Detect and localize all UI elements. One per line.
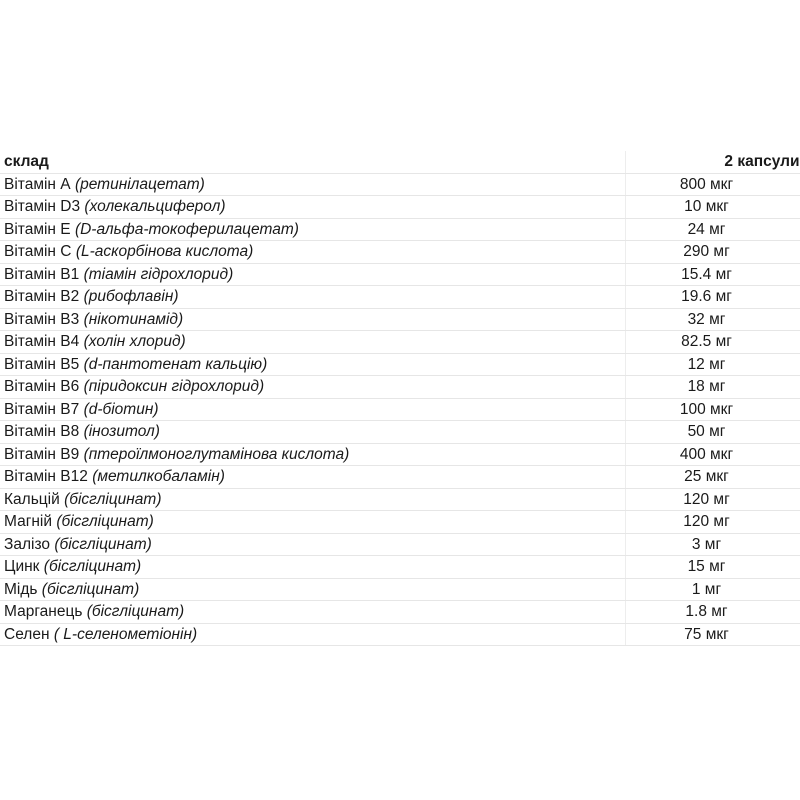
dose-cell: 10 мкг (625, 196, 800, 219)
dose-cell: 25 мкг (625, 466, 800, 489)
table-row (0, 578, 800, 601)
ingredient-name: Кальцій (4, 490, 60, 508)
table-row (0, 173, 800, 196)
ingredient-form: (d-пантотенат кальцію) (83, 355, 268, 373)
ingredient-name: Вітамін В3 (4, 310, 80, 328)
ingredient-form: (бісгліцинат) (54, 535, 152, 553)
ingredient-name: Вітамін С (4, 243, 72, 261)
ingredient-form: (тіамін гідрохлорид) (83, 265, 234, 283)
ingredient-name: Вітамін В4 (4, 333, 80, 351)
ingredient-cell (0, 556, 625, 579)
ingredient-form: (бісгліцинат) (56, 513, 154, 531)
table-row (0, 398, 800, 421)
table-header-row (0, 151, 800, 173)
ingredient-form: (птероїлмоноглутамінова кислота) (83, 445, 350, 463)
table-row (0, 443, 800, 466)
ingredient-form: (бісгліцинат) (41, 580, 140, 598)
ingredient-cell (0, 286, 625, 309)
dose-cell: 50 мг (625, 421, 800, 444)
table-row (0, 488, 800, 511)
table-row (0, 623, 800, 646)
table-row (0, 556, 800, 579)
dose-cell: 1 мг (625, 578, 800, 601)
ingredient-cell (0, 173, 625, 196)
ingredient-cell (0, 578, 625, 601)
ingredient-name: Марганець (4, 603, 83, 621)
composition-table (0, 151, 800, 646)
dose-cell: 400 мкг (625, 443, 800, 466)
ingredient-name: Вітамін В8 (4, 423, 80, 441)
table-row (0, 308, 800, 331)
table-row (0, 241, 800, 264)
dose-cell: 75 мкг (625, 623, 800, 646)
table-row (0, 331, 800, 354)
dose-cell: 800 мкг (625, 173, 800, 196)
ingredient-form: (холекальциферол) (84, 198, 226, 216)
ingredient-name: Мідь (4, 580, 38, 598)
dose-cell: 3 мг (625, 533, 800, 556)
ingredient-cell (0, 353, 625, 376)
ingredient-name: Вітамін А (4, 175, 71, 193)
dose-cell: 15.4 мг (625, 263, 800, 286)
ingredient-cell (0, 218, 625, 241)
table-row (0, 218, 800, 241)
ingredient-name: Вітамін В1 (4, 265, 80, 283)
ingredient-name: Залізо (4, 535, 51, 553)
dose-cell: 15 мг (625, 556, 800, 579)
ingredient-form: (рибофлавін) (83, 288, 179, 306)
ingredient-cell (0, 601, 625, 624)
table-row (0, 421, 800, 444)
dose-cell: 100 мкг (625, 398, 800, 421)
ingredient-cell (0, 263, 625, 286)
ingredient-cell (0, 331, 625, 354)
dose-cell: 1.8 мг (625, 601, 800, 624)
dose-cell: 82.5 мг (625, 331, 800, 354)
ingredient-form: (бісгліцинат) (86, 603, 185, 621)
ingredient-cell (0, 488, 625, 511)
ingredient-form: (бісгліцинат) (43, 558, 142, 576)
ingredient-cell (0, 623, 625, 646)
table-row (0, 196, 800, 219)
ingredient-cell (0, 376, 625, 399)
ingredient-form: (піридоксин гідрохлорид) (83, 378, 265, 396)
ingredient-cell (0, 241, 625, 264)
table-row (0, 263, 800, 286)
dose-cell: 32 мг (625, 308, 800, 331)
ingredient-cell (0, 466, 625, 489)
ingredient-name: Вітамін Е (4, 220, 71, 238)
ingredient-form: (L-аскорбінова кислота) (75, 243, 254, 261)
table-row (0, 376, 800, 399)
ingredient-form: (d-біотин) (83, 400, 159, 418)
ingredient-form: (бісгліцинат) (64, 490, 162, 508)
column-header-composition: склад (0, 151, 625, 173)
ingredient-form: (метилкобаламін) (92, 468, 225, 486)
ingredient-name: Вітамін D3 (4, 198, 81, 216)
ingredient-name: Вітамін В9 (4, 445, 80, 463)
table-row (0, 353, 800, 376)
dose-cell: 290 мг (625, 241, 800, 264)
dose-cell: 120 мг (625, 511, 800, 534)
ingredient-cell (0, 421, 625, 444)
ingredient-cell (0, 398, 625, 421)
ingredient-name: Вітамін В12 (4, 468, 88, 486)
ingredient-name: Цинк (4, 558, 40, 576)
dose-cell: 120 мг (625, 488, 800, 511)
ingredient-cell (0, 443, 625, 466)
dose-cell: 19.6 мг (625, 286, 800, 309)
ingredient-form: (ретинілацетат) (74, 175, 205, 193)
table-row (0, 286, 800, 309)
ingredient-name: Селен (4, 625, 50, 643)
table-row (0, 511, 800, 534)
table-row (0, 533, 800, 556)
dose-cell: 18 мг (625, 376, 800, 399)
ingredient-name: Вітамін В5 (4, 355, 80, 373)
ingredient-name: Вітамін В2 (4, 288, 80, 306)
ingredient-cell (0, 511, 625, 534)
dose-cell: 24 мг (625, 218, 800, 241)
ingredient-form: (інозитол) (83, 423, 160, 441)
ingredient-name: Магній (4, 513, 53, 531)
ingredient-form: (нікотинамід) (83, 310, 184, 328)
dose-cell: 12 мг (625, 353, 800, 376)
table-row (0, 601, 800, 624)
ingredient-cell (0, 308, 625, 331)
ingredient-cell (0, 196, 625, 219)
ingredient-name: Вітамін В7 (4, 400, 80, 418)
composition-table-viewport (0, 151, 800, 647)
ingredient-name: Вітамін В6 (4, 378, 80, 396)
ingredient-form: ( L-селенометіонін) (53, 625, 198, 643)
column-header-dose: 2 капсули (625, 151, 800, 173)
table-row (0, 466, 800, 489)
ingredient-cell (0, 533, 625, 556)
ingredient-form: (D-альфа-токоферилацетат) (74, 220, 299, 238)
ingredient-form: (холін хлорид) (83, 333, 186, 351)
table-body (0, 173, 800, 646)
